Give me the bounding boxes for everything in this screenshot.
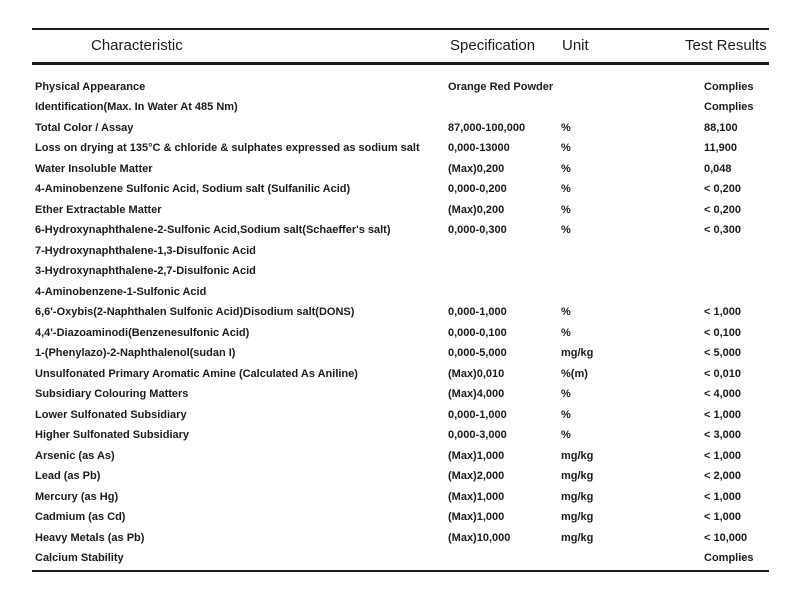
cell-unit: mg/kg [561,531,594,544]
cell-specification: Orange Red Powder [448,80,554,93]
cell-characteristic: Physical Appearance [35,80,146,93]
spec-table-body [35,77,768,569]
table-row [35,528,768,549]
cell-test-result: Complies [704,552,754,565]
table-row [35,385,768,406]
cell-characteristic: Total Color / Assay [35,121,134,134]
cell-characteristic: Loss on drying at 135°C & chloride & sulphates expressed as sodium salt [35,142,420,155]
cell-characteristic: Lower Sulfonated Subsidiary [35,408,187,421]
cell-specification: (Max)1,000 [448,490,505,503]
cell-unit: % [561,162,571,175]
cell-characteristic: Ether Extractable Matter [35,203,162,216]
table-row [35,282,768,303]
table-header-rule [32,62,769,65]
table-row [35,508,768,529]
cell-test-result: < 1,000 [704,306,742,319]
cell-unit: % [561,203,571,216]
cell-test-result: < 3,000 [704,429,742,442]
cell-unit: %(m) [561,367,588,380]
cell-specification: 0,000-13000 [448,142,510,155]
cell-specification: 0,000-3,000 [448,429,507,442]
cell-characteristic: 4,4'-Diazoaminodi(Benzenesulfonic Acid) [35,326,250,339]
table-bottom-rule [32,570,769,572]
cell-specification: (Max)0,010 [448,367,505,380]
cell-test-result: 0,048 [704,162,732,175]
cell-test-result: < 0,200 [704,203,742,216]
cell-test-result: 11,900 [704,142,738,155]
cell-characteristic: Higher Sulfonated Subsidiary [35,429,190,442]
cell-specification: 0,000-1,000 [448,408,507,421]
cell-characteristic: Lead (as Pb) [35,470,101,483]
cell-unit: % [561,326,571,339]
cell-unit: % [561,408,571,421]
table-row [35,221,768,242]
table-row [35,364,768,385]
cell-specification: (Max)10,000 [448,531,511,544]
table-row [35,446,768,467]
cell-test-result: < 0,100 [704,326,742,339]
cell-test-result: < 1,000 [704,511,742,524]
cell-test-result: < 0,010 [704,367,742,380]
cell-characteristic: Unsulfonated Primary Aromatic Amine (Calculated As Aniline) [35,367,358,380]
cell-test-result: < 1,000 [704,490,742,503]
cell-unit: % [561,429,571,442]
table-row [35,405,768,426]
cell-specification: (Max)1,000 [448,449,505,462]
cell-test-result: Complies [704,80,754,93]
column-header-specification: Specification [450,37,536,54]
cell-characteristic: Heavy Metals (as Pb) [35,531,145,544]
table-row [35,426,768,447]
table-row [35,467,768,488]
cell-characteristic: Identification(Max. In Water At 485 Nm) [35,101,238,114]
cell-unit: % [561,306,571,319]
table-row [35,549,768,570]
cell-test-result: < 5,000 [704,347,742,360]
table-row [35,159,768,180]
cell-characteristic: 6,6'-Oxybis(2-Naphthalen Sulfonic Acid)Disodium salt(DONS) [35,306,355,319]
cell-characteristic: 4-Aminobenzene Sulfonic Acid, Sodium salt (Sulfanilic Acid) [35,183,351,196]
cell-test-result: < 2,000 [704,470,742,483]
cell-characteristic: Mercury (as Hg) [35,490,119,503]
cell-specification: (Max)4,000 [448,388,505,401]
table-row [35,200,768,221]
cell-specification: (Max)0,200 [448,203,505,216]
cell-unit: % [561,183,571,196]
cell-characteristic: 4-Aminobenzene-1-Sulfonic Acid [35,285,207,298]
cell-characteristic: 3-Hydroxynaphthalene-2,7-Disulfonic Acid [35,265,256,278]
cell-test-result: < 0,200 [704,183,742,196]
cell-characteristic: 6-Hydroxynaphthalene-2-Sulfonic Acid,Sodium salt(Schaeffer's salt) [35,224,391,237]
cell-test-result: 88,100 [704,121,738,134]
cell-characteristic: Arsenic (as As) [35,449,115,462]
table-row [35,139,768,160]
cell-characteristic: Cadmium (as Cd) [35,511,126,524]
cell-characteristic: 7-Hydroxynaphthalene-1,3-Disulfonic Acid [35,244,256,257]
table-top-rule [32,28,769,30]
cell-test-result: < 0,300 [704,224,742,237]
cell-characteristic: Subsidiary Colouring Matters [35,388,189,401]
cell-specification: 0,000-0,300 [448,224,507,237]
cell-characteristic: Water Insoluble Matter [35,162,153,175]
cell-specification: 0,000-0,100 [448,326,507,339]
table-row [35,77,768,98]
table-row [35,118,768,139]
table-row [35,180,768,201]
cell-specification: (Max)0,200 [448,162,505,175]
table-row [35,241,768,262]
column-header-characteristic: Characteristic [91,37,183,54]
cell-unit: % [561,388,571,401]
cell-characteristic: 1-(Phenylazo)-2-Naphthalenol(sudan I) [35,347,236,360]
cell-unit: mg/kg [561,470,594,483]
cell-specification: 0,000-5,000 [448,347,507,360]
column-header-test-results: Test Results [685,37,767,54]
table-row [35,303,768,324]
table-row [35,323,768,344]
cell-specification: (Max)1,000 [448,511,505,524]
cell-test-result: < 4,000 [704,388,742,401]
cell-unit: mg/kg [561,347,594,360]
cell-test-result: < 1,000 [704,408,742,421]
cell-specification: 87,000-100,000 [448,121,526,134]
cell-specification: 0,000-1,000 [448,306,507,319]
cell-test-result: Complies [704,101,754,114]
cell-test-result: < 10,000 [704,531,748,544]
cell-test-result: < 1,000 [704,449,742,462]
table-row [35,344,768,365]
cell-unit: mg/kg [561,449,594,462]
table-row [35,262,768,283]
table-row [35,98,768,119]
cell-specification: (Max)2,000 [448,470,505,483]
cell-characteristic: Calcium Stability [35,552,124,565]
table-row [35,487,768,508]
cell-unit: mg/kg [561,511,594,524]
cell-unit: % [561,121,571,134]
column-header-unit: Unit [562,37,589,54]
cell-unit: % [561,142,571,155]
cell-specification: 0,000-0,200 [448,183,507,196]
cell-unit: % [561,224,571,237]
cell-unit: mg/kg [561,490,594,503]
